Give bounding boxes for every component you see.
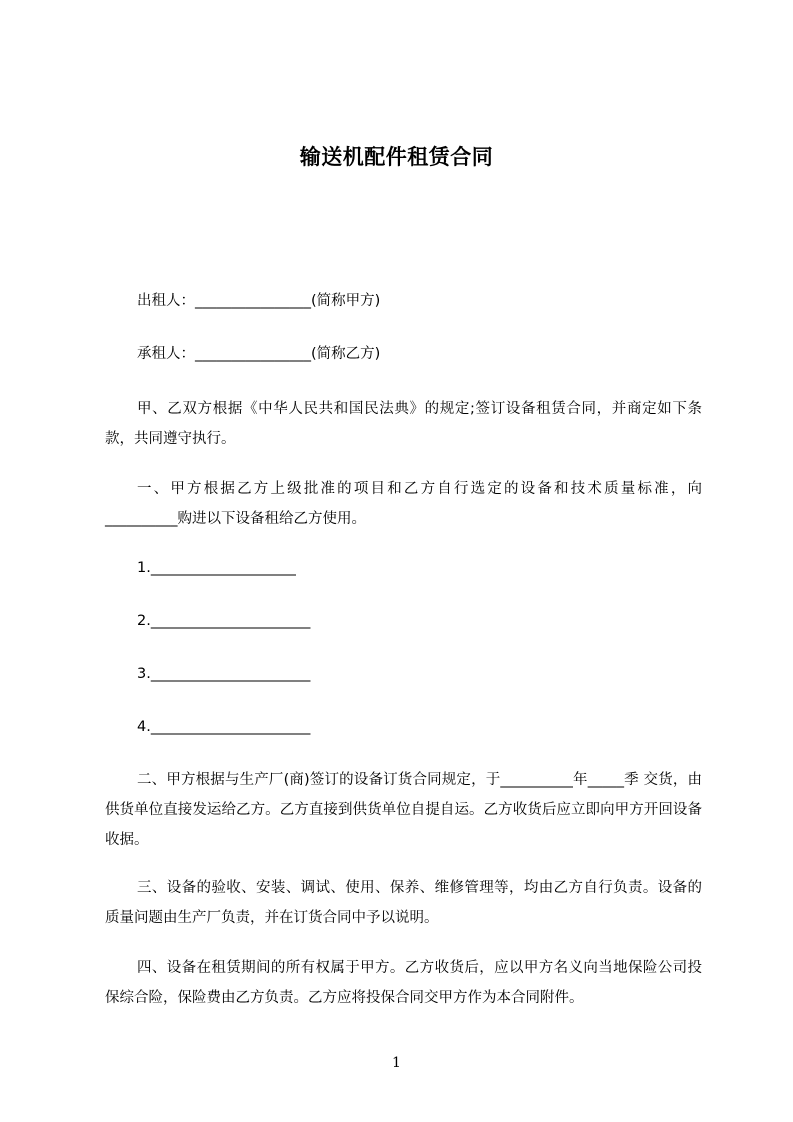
lessor-line: 出租人：________________(简称甲方) — [137, 293, 381, 309]
list-item: 3.______________________ — [137, 666, 311, 682]
document-title: 输送机配件租赁合同 — [299, 145, 494, 169]
page-number: 1 — [392, 1055, 401, 1071]
intro-paragraph: 甲、乙双方根据《中华人民共和国民法典》的规定;签订设备租赁合同，并商定如下条款，共同遵守执行。 — [105, 401, 702, 447]
clause-2: 二、甲方根据与生产厂(商)签订的设备订货合同规定，于__________年_____季 交货，由供货单位直接发运给乙方。乙方直接到供货单位自提自运。乙方收货后应立即向甲方开回设备收据。 — [105, 772, 702, 848]
list-item: 2.______________________ — [137, 613, 311, 629]
clause-4: 四、设备在租赁期间的所有权属于甲方。乙方收货后，应以甲方名义向当地保险公司投保综合险，保险费由乙方负责。乙方应将投保合同交甲方作为本合同附件。 — [105, 960, 702, 1006]
list-item: 1.____________________ — [137, 560, 296, 576]
list-item: 4.______________________ — [137, 719, 311, 735]
clause-1: 一、甲方根据乙方上级批准的项目和乙方自行选定的设备和技术质量标准，向__________购进以下设备租给乙方使用。 — [105, 481, 702, 527]
lessee-line: 承租人：________________(简称乙方) — [137, 346, 381, 362]
clause-3: 三、设备的验收、安装、调试、使用、保养、维修管理等，均由乙方自行负责。设备的质量问题由生产厂负责，并在订货合同中予以说明。 — [105, 880, 702, 926]
